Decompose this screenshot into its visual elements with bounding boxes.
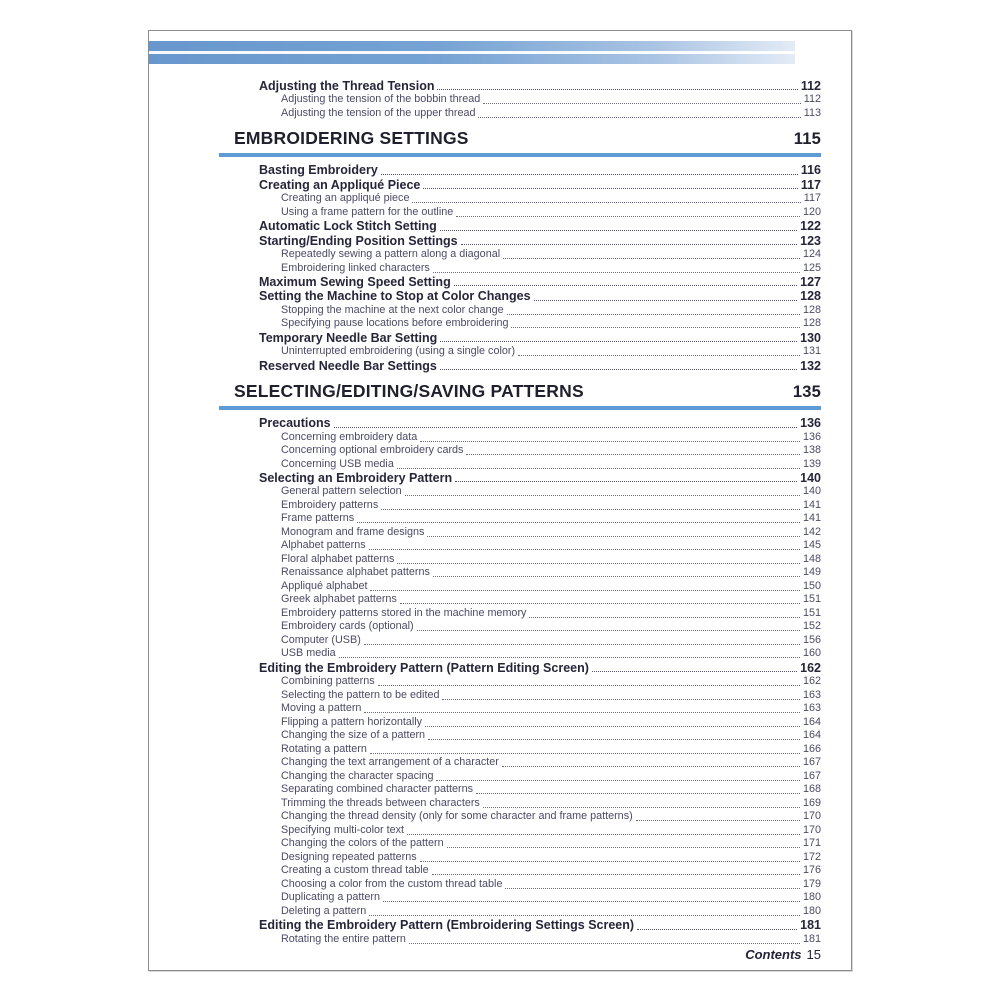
toc-entry-page: 180 [802, 891, 821, 904]
toc-entry-page: 116 [800, 163, 821, 178]
toc-entry [219, 331, 821, 345]
dotted-leader [461, 244, 798, 245]
toc-entry [219, 539, 821, 553]
toc-entry-label: Temporary Needle Bar Setting [259, 330, 438, 345]
toc-entry [219, 359, 821, 373]
dotted-leader [436, 780, 800, 781]
toc-entry-label: Renaissance alphabet patterns [281, 566, 430, 579]
toc-entry-label: Frame patterns [281, 512, 355, 525]
dotted-leader [369, 549, 800, 550]
toc-entry-page: 164 [802, 715, 821, 728]
toc-entry [219, 864, 821, 878]
toc-entry-page: 151 [802, 606, 821, 619]
toc-entry-page: 131 [802, 345, 821, 358]
toc-entry-page: 170 [802, 810, 821, 823]
toc-entry-label: Embroidery patterns [281, 498, 379, 511]
toc-entry-page: 141 [802, 498, 821, 511]
toc-entry-label: Starting/Ending Position Settings [259, 233, 458, 248]
toc-entry-label: Uninterrupted embroidering (using a single color) [281, 345, 516, 358]
toc-entry-label: Basting Embroidery [259, 163, 378, 178]
toc-entry [219, 206, 821, 220]
dotted-leader [370, 590, 800, 591]
dotted-leader [507, 314, 800, 315]
toc-entry [219, 192, 821, 206]
toc-entry-page: 151 [802, 593, 821, 606]
toc-entry-label: Editing the Embroidery Pattern (Embroidering Settings Screen) [259, 918, 635, 933]
toc-entry [219, 593, 821, 607]
toc-entry-label: Creating an Appliqué Piece [259, 177, 421, 192]
dotted-leader [427, 536, 800, 537]
toc-entry [219, 526, 821, 540]
toc-entry-label: Changing the colors of the pattern [281, 837, 444, 850]
dotted-leader [442, 699, 800, 700]
toc-entry [219, 634, 821, 648]
toc-entry-page: 122 [800, 219, 821, 234]
toc-entry-page: 156 [802, 633, 821, 646]
toc-entry-label: Changing the thread density (only for some character and frame patterns) [281, 810, 633, 823]
dotted-leader [383, 901, 800, 902]
dotted-leader [357, 522, 800, 523]
toc-entry [219, 262, 821, 276]
toc-entry [219, 471, 821, 485]
toc-entry [219, 743, 821, 757]
dotted-leader [447, 847, 800, 848]
toc-entry [219, 756, 821, 770]
toc-entry-page: 120 [802, 205, 821, 218]
toc-entry-label: Changing the size of a pattern [281, 729, 426, 742]
toc-entry-label: Selecting the pattern to be edited [281, 688, 440, 701]
toc-entry-label: Selecting an Embroidery Pattern [259, 471, 453, 486]
toc-entry [219, 107, 821, 121]
toc-entry [219, 729, 821, 743]
toc-entry [219, 275, 821, 289]
toc-entry-page: 112 [800, 79, 821, 93]
dotted-leader [369, 915, 800, 916]
header-decoration-bar [149, 41, 795, 64]
toc-entry-page: 170 [802, 823, 821, 836]
toc-entry [219, 163, 821, 177]
toc-entry [219, 851, 821, 865]
toc-entry-label: Specifying pause locations before embroidering [281, 317, 509, 330]
dotted-leader [423, 188, 797, 189]
toc-entry [219, 647, 821, 661]
toc-entry-page: 163 [802, 688, 821, 701]
dotted-leader [636, 820, 800, 821]
toc-entry-page: 139 [802, 457, 821, 470]
dotted-leader [397, 468, 800, 469]
dotted-leader [454, 285, 797, 286]
toc-entry [219, 689, 821, 703]
dotted-leader [503, 258, 800, 259]
toc-entry [219, 918, 821, 932]
toc-entry-page: 138 [802, 444, 821, 457]
toc-entry-label: Rotating a pattern [281, 742, 367, 755]
toc-entry [219, 810, 821, 824]
dotted-leader [456, 216, 800, 217]
toc-entry [219, 661, 821, 675]
toc-entry-label: Precautions [259, 416, 331, 431]
toc-entry-label: Separating combined character patterns [281, 783, 474, 796]
dotted-leader [432, 874, 800, 875]
toc-entry-page: 171 [802, 837, 821, 850]
toc-entry-page: 128 [800, 289, 821, 304]
toc-page [148, 30, 852, 971]
toc-entry-label: Maximum Sewing Speed Setting [259, 275, 451, 290]
dotted-leader [433, 576, 800, 577]
toc-entry-label: Adjusting the Thread Tension [259, 79, 435, 93]
toc-entry-label: General pattern selection [281, 485, 402, 498]
dotted-leader [466, 454, 800, 455]
toc-entry-label: Flipping a pattern horizontally [281, 715, 423, 728]
dotted-leader [420, 861, 800, 862]
toc-entry [219, 837, 821, 851]
toc-entry [219, 675, 821, 689]
toc-entry [219, 553, 821, 567]
dotted-leader [425, 726, 800, 727]
toc-entry-label: Reserved Needle Bar Settings [259, 358, 437, 373]
dotted-leader [370, 753, 800, 754]
section-page-number: 115 [793, 130, 821, 149]
toc-entry [219, 93, 821, 107]
dotted-leader [339, 657, 800, 658]
toc-entry [219, 289, 821, 303]
dotted-leader [637, 929, 797, 930]
toc-entry [219, 716, 821, 730]
toc-entry-page: 163 [802, 702, 821, 715]
toc-entry-label: Embroidery cards (optional) [281, 620, 414, 633]
toc-entry-label: Appliqué alphabet [281, 579, 368, 592]
footer-section-label: Contents [745, 947, 802, 962]
dotted-leader [592, 671, 797, 672]
toc-list [219, 79, 821, 946]
toc-entry [219, 770, 821, 784]
toc-entry-page: 112 [803, 93, 821, 106]
toc-entry-page: 130 [800, 330, 821, 345]
dotted-leader [381, 509, 800, 510]
dotted-leader [428, 739, 800, 740]
toc-entry [219, 219, 821, 233]
toc-entry [219, 512, 821, 526]
toc-entry-page: 162 [802, 675, 821, 688]
dotted-leader [455, 481, 797, 482]
toc-entry-label: Floral alphabet patterns [281, 552, 395, 565]
toc-entry [219, 580, 821, 594]
toc-entry-label: Creating a custom thread table [281, 864, 429, 877]
dotted-leader [478, 117, 800, 118]
toc-entry-label: Repeatedly sewing a pattern along a diagonal [281, 248, 501, 261]
toc-entry-label: Using a frame pattern for the outline [281, 205, 454, 218]
toc-section [219, 128, 821, 157]
dotted-leader [409, 943, 800, 944]
toc-entry-label: Concerning optional embroidery cards [281, 444, 464, 457]
dotted-leader [518, 355, 800, 356]
toc-entry [219, 248, 821, 262]
toc-entry [219, 824, 821, 838]
page-footer [745, 947, 821, 962]
toc-entry-label: Trimming the threads between characters [281, 796, 480, 809]
dotted-leader [334, 427, 798, 428]
toc-entry-label: Adjusting the tension of the upper thread [281, 106, 476, 119]
toc-entry-label: Deleting a pattern [281, 904, 367, 917]
toc-entry-label: Concerning USB media [281, 457, 394, 470]
toc-entry [219, 702, 821, 716]
toc-entry-label: Changing the text arrangement of a character [281, 756, 499, 769]
toc-entry-label: Computer (USB) [281, 633, 361, 646]
toc-entry-page: 117 [800, 177, 821, 192]
toc-entry [219, 783, 821, 797]
toc-entry-page: 172 [802, 850, 821, 863]
toc-entry-page: 164 [802, 729, 821, 742]
toc-entry-label: Alphabet patterns [281, 539, 366, 552]
toc-entry-label: Rotating the entire pattern [281, 932, 406, 945]
toc-entry [219, 317, 821, 331]
dotted-leader [378, 685, 800, 686]
toc-entry-page: 167 [802, 769, 821, 782]
toc-entry [219, 499, 821, 513]
toc-entry-page: 168 [802, 783, 821, 796]
toc-entry-page: 169 [802, 796, 821, 809]
toc-entry-label: Duplicating a pattern [281, 891, 381, 904]
toc-entry-label: Editing the Embroidery Pattern (Pattern Editing Screen) [259, 660, 589, 675]
toc-entry-page: 181 [800, 918, 821, 933]
dotted-leader [364, 712, 800, 713]
toc-entry-label: Choosing a color from the custom thread table [281, 877, 503, 890]
dotted-leader [440, 341, 797, 342]
toc-entry-page: 150 [802, 579, 821, 592]
dotted-leader [400, 603, 800, 604]
dotted-leader [405, 495, 800, 496]
toc-entry-label: Setting the Machine to Stop at Color Changes [259, 289, 531, 304]
toc-entry-label: Greek alphabet patterns [281, 593, 397, 606]
toc-entry [219, 444, 821, 458]
toc-entry [219, 416, 821, 430]
toc-entry-label: Changing the character spacing [281, 769, 434, 782]
toc-entry-page: 125 [802, 261, 821, 274]
dotted-leader [483, 807, 800, 808]
toc-entry-page: 176 [802, 864, 821, 877]
toc-entry-page: 148 [802, 552, 821, 565]
toc-section-header [219, 381, 821, 402]
toc-entry-page: 132 [800, 358, 821, 373]
dotted-leader [397, 563, 800, 564]
toc-entry-label: Embroidery patterns stored in the machine memory [281, 606, 527, 619]
toc-entry-page: 141 [802, 512, 821, 525]
dotted-leader [417, 630, 800, 631]
dotted-leader [483, 103, 800, 104]
toc-entry-page: 127 [800, 275, 821, 290]
toc-entry-page: 160 [802, 647, 821, 660]
toc-entry [219, 485, 821, 499]
toc-entry-label: Specifying multi-color text [281, 823, 405, 836]
toc-entry [219, 891, 821, 905]
dotted-leader [534, 300, 798, 301]
toc-entry-page: 113 [803, 106, 821, 119]
toc-entry-label: Automatic Lock Stitch Setting [259, 219, 437, 234]
dotted-leader [381, 174, 798, 175]
toc-entry [219, 607, 821, 621]
toc-entry [219, 304, 821, 318]
toc-entry [219, 178, 821, 192]
dotted-leader [476, 793, 800, 794]
toc-entry [219, 234, 821, 248]
toc-section-header [219, 128, 821, 149]
section-rule [219, 153, 821, 157]
dotted-leader [440, 230, 797, 231]
dotted-leader [502, 766, 800, 767]
toc-entry [219, 345, 821, 359]
toc-entry-label: USB media [281, 647, 336, 660]
dotted-leader [407, 834, 800, 835]
toc-entry [219, 566, 821, 580]
toc-entry-page: 145 [802, 539, 821, 552]
dotted-leader [511, 327, 800, 328]
toc-entry-page: 149 [802, 566, 821, 579]
toc-entry-page: 123 [800, 233, 821, 248]
dotted-leader [529, 617, 800, 618]
toc-entry [219, 797, 821, 811]
toc-entry-page: 136 [800, 416, 821, 431]
dotted-leader [437, 89, 797, 90]
toc-entry [219, 79, 821, 93]
section-page-number: 135 [792, 383, 821, 402]
toc-entry-label: Monogram and frame designs [281, 525, 425, 538]
toc-entry [219, 878, 821, 892]
toc-entry-page: 140 [802, 485, 821, 498]
toc-entry-page: 180 [802, 904, 821, 917]
dotted-leader [412, 202, 800, 203]
toc-entry-label: Designing repeated patterns [281, 850, 417, 863]
section-rule [219, 406, 821, 410]
toc-entry-page: 128 [802, 303, 821, 316]
toc-entry-page: 166 [802, 742, 821, 755]
dotted-leader [505, 888, 800, 889]
toc-entry [219, 905, 821, 919]
toc-entry-label: Stopping the machine at the next color change [281, 303, 504, 316]
toc-entry-label: Concerning embroidery data [281, 430, 418, 443]
dotted-leader [364, 644, 800, 645]
section-title: SELECTING/EDITING/SAVING PATTERNS [234, 381, 584, 402]
dotted-leader [433, 272, 800, 273]
toc-entry-page: 152 [802, 620, 821, 633]
toc-entry [219, 933, 821, 947]
toc-entry [219, 431, 821, 445]
toc-entry-page: 167 [802, 756, 821, 769]
toc-entry-label: Adjusting the tension of the bobbin thread [281, 93, 481, 106]
footer-page-number: 15 [806, 947, 821, 962]
section-title: EMBROIDERING SETTINGS [234, 128, 469, 149]
toc-entry [219, 458, 821, 472]
toc-entry-page: 179 [802, 877, 821, 890]
toc-entry-page: 162 [800, 660, 821, 675]
toc-entry-page: 140 [800, 471, 821, 486]
toc-entry-page: 181 [802, 932, 821, 945]
toc-entry-page: 117 [803, 192, 821, 205]
toc-entry [219, 620, 821, 634]
toc-entry-page: 124 [802, 248, 821, 261]
toc-entry-page: 142 [802, 525, 821, 538]
toc-entry-label: Embroidering linked characters [281, 261, 430, 274]
toc-section [219, 381, 821, 410]
toc-entry-label: Moving a pattern [281, 702, 362, 715]
toc-entry-page: 128 [802, 317, 821, 330]
toc-entry-label: Combining patterns [281, 675, 375, 688]
dotted-leader [420, 441, 800, 442]
toc-entry-page: 136 [802, 430, 821, 443]
dotted-leader [440, 369, 797, 370]
toc-entry-label: Creating an appliqué piece [281, 192, 410, 205]
